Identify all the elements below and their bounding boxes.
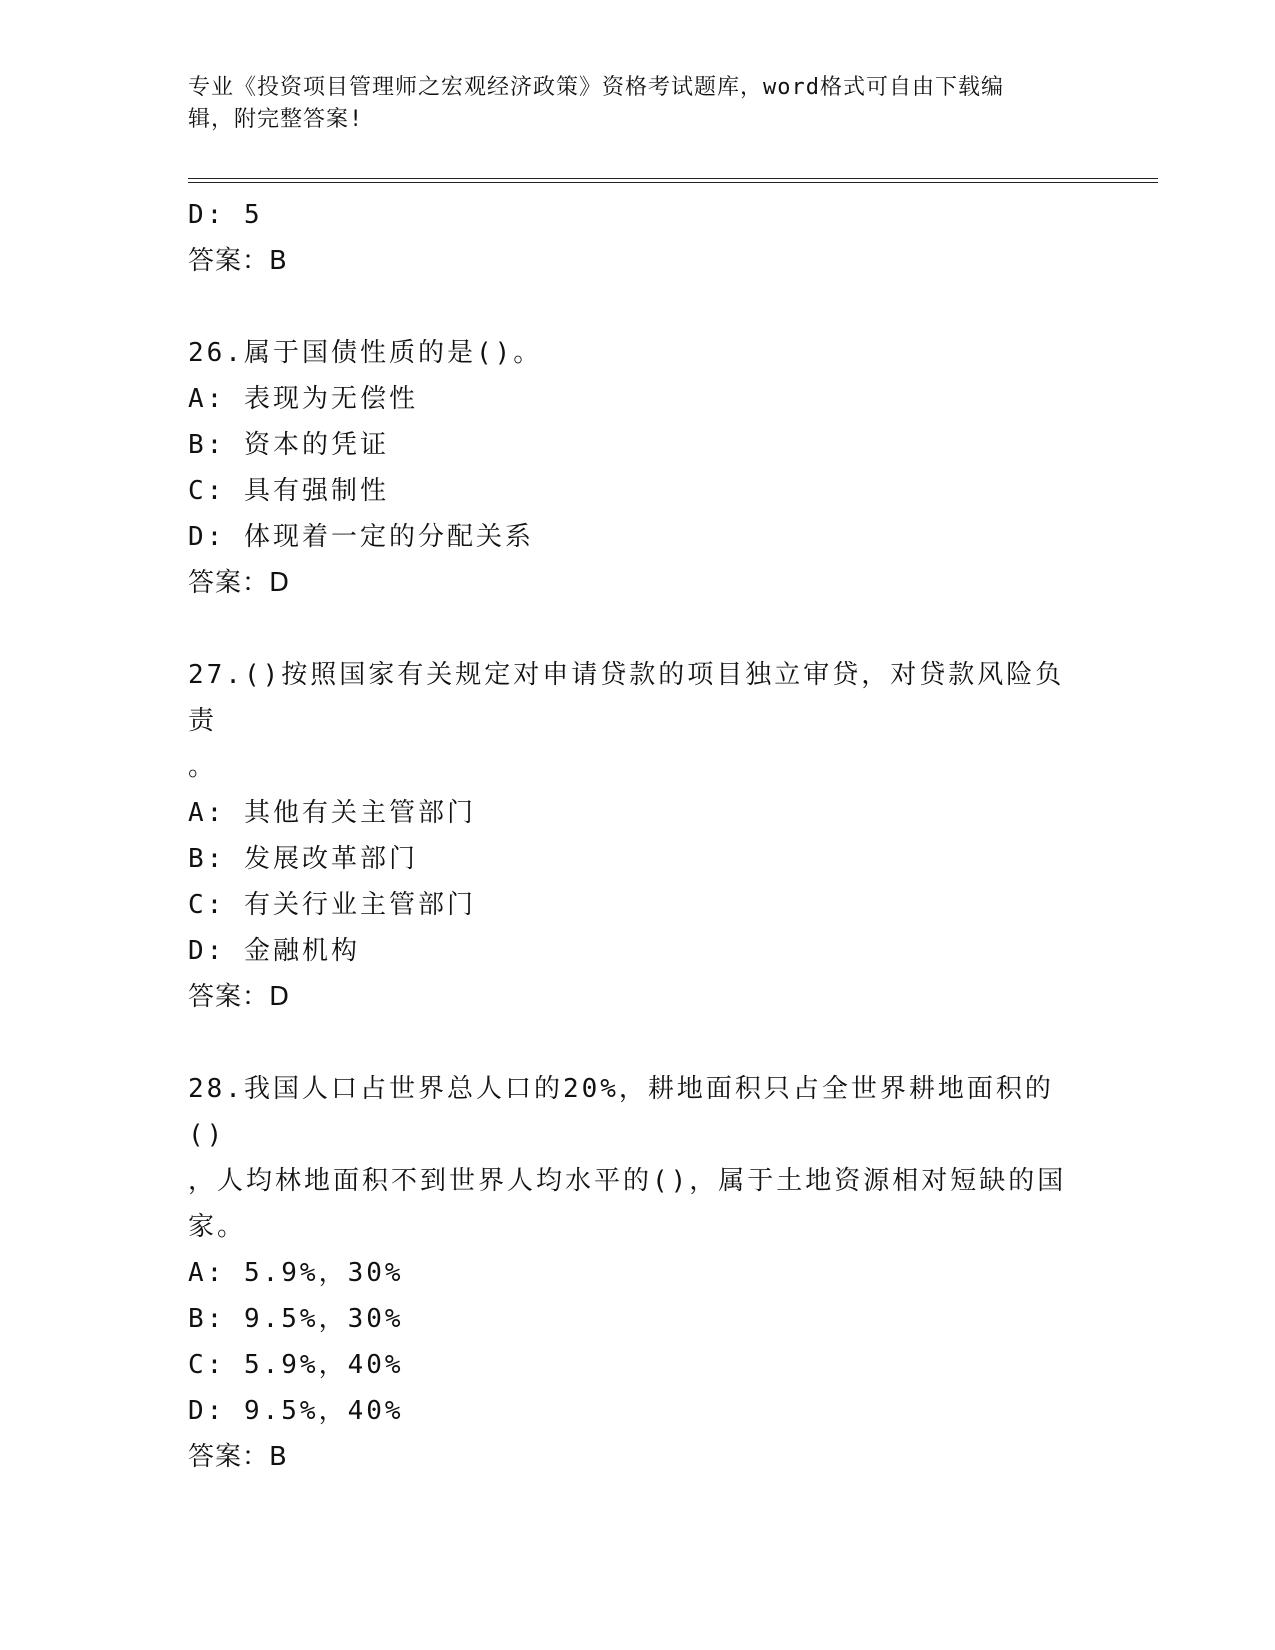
option-a: A: 5.9%，30% bbox=[188, 1258, 404, 1288]
option-c: C: 有关行业主管部门 bbox=[188, 890, 476, 920]
question-28 bbox=[188, 1066, 1088, 1480]
spacer bbox=[188, 606, 1088, 652]
option-b: B: 资本的凭证 bbox=[188, 430, 389, 460]
question-stem-continued: ，人均林地面积不到世界人均水平的()，属于土地资源相对短缺的国 bbox=[188, 1166, 1067, 1196]
option-d: D: 体现着一定的分配关系 bbox=[188, 522, 534, 552]
question-stem: 28.我国人口占世界总人口的20%，耕地面积只占全世界耕地面积的() bbox=[188, 1074, 1054, 1150]
question-stem-continued: 。 bbox=[188, 752, 218, 782]
answer: 答案：D bbox=[188, 568, 291, 598]
answer: 答案：B bbox=[188, 1442, 288, 1472]
document-header bbox=[188, 72, 1068, 136]
question-stem-continued: 家。 bbox=[188, 1212, 247, 1242]
question-stem: 26.属于国债性质的是()。 bbox=[188, 338, 543, 368]
header-title-line-2: 辑，附完整答案! bbox=[188, 107, 364, 132]
document-body bbox=[188, 192, 1088, 1480]
prev-option-d: D: 5 bbox=[188, 200, 263, 230]
option-d: D: 金融机构 bbox=[188, 936, 360, 966]
spacer bbox=[188, 1020, 1088, 1066]
question-27 bbox=[188, 652, 1088, 1020]
header-divider bbox=[188, 178, 1158, 183]
header-title-line-1: 专业《投资项目管理师之宏观经济政策》资格考试题库，word格式可自由下载编 bbox=[188, 75, 1004, 100]
option-b: B: 发展改革部门 bbox=[188, 844, 418, 874]
option-c: C: 具有强制性 bbox=[188, 476, 389, 506]
question-26 bbox=[188, 330, 1088, 606]
option-d: D: 9.5%，40% bbox=[188, 1396, 404, 1426]
question-stem: 27.()按照国家有关规定对申请贷款的项目独立审贷，对贷款风险负责 bbox=[188, 660, 1065, 736]
option-a: A: 表现为无偿性 bbox=[188, 384, 418, 414]
spacer bbox=[188, 284, 1088, 330]
answer: 答案：D bbox=[188, 982, 291, 1012]
option-b: B: 9.5%，30% bbox=[188, 1304, 404, 1334]
prev-answer: 答案：B bbox=[188, 246, 288, 276]
option-c: C: 5.9%，40% bbox=[188, 1350, 404, 1380]
option-a: A: 其他有关主管部门 bbox=[188, 798, 476, 828]
